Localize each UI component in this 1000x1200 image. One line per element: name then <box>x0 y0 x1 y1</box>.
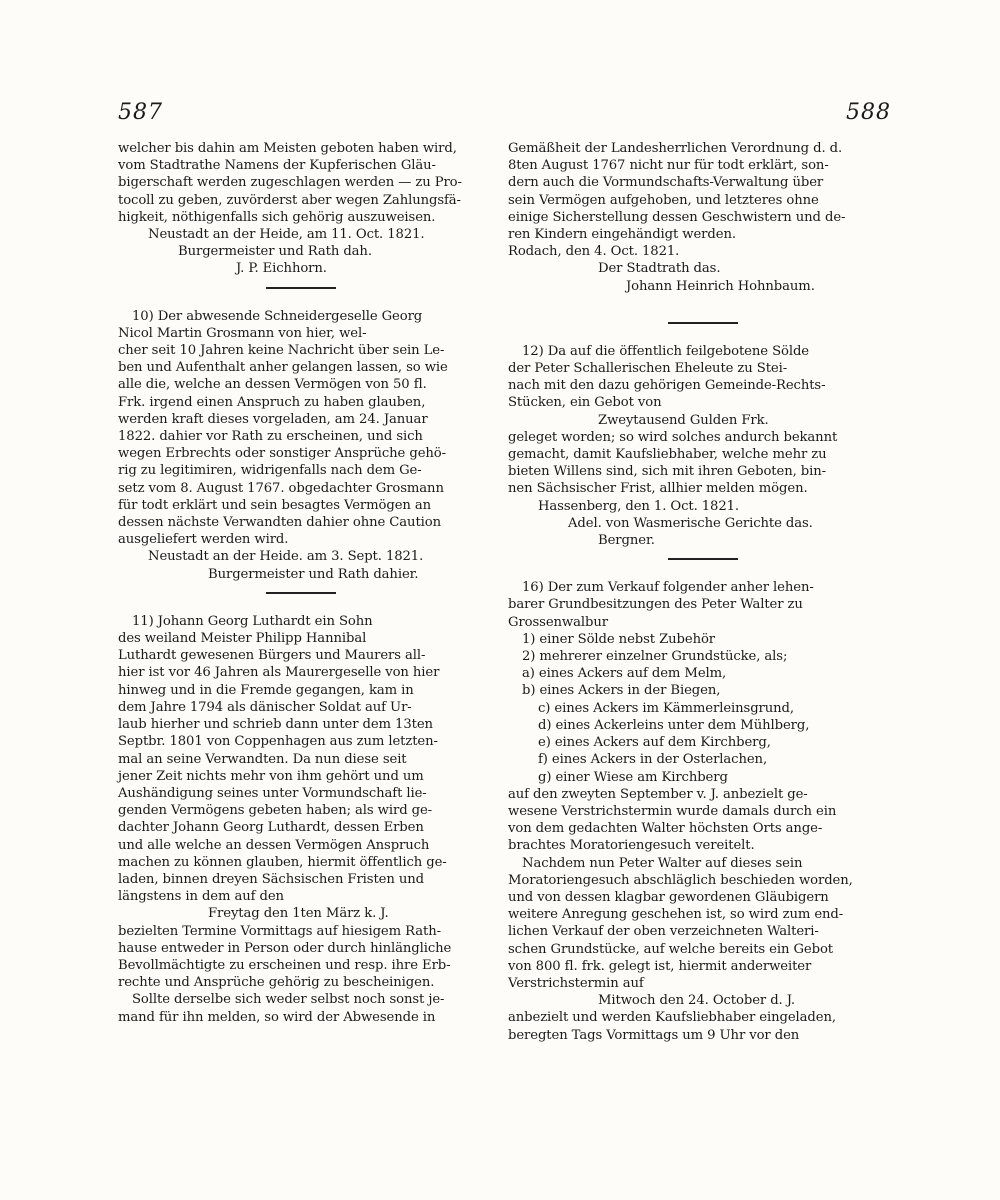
text-line: mal an seine Verwandten. Da nun diese seit <box>118 751 407 767</box>
notice-12-schaller <box>508 343 880 549</box>
text-line: brachtes Moratoriengesuch vereitelt. <box>508 838 755 854</box>
place-date-line: Neustadt an der Heide. am 3. Sept. 1821. <box>148 549 424 565</box>
text-line: hinweg und in die Fremde gegangen, kam in <box>118 682 414 698</box>
text-line: Bevollmächtigte zu erscheinen und resp. ihre Erb- <box>118 957 451 973</box>
list-item: 1) einer Sölde nebst Zubehör <box>522 631 716 647</box>
text-line: ren Kindern eingehändigt werden. <box>508 227 736 243</box>
text-line: hause entweder in Person oder durch hinlängliche <box>118 940 452 956</box>
text-line: nach mit den dazu gehörigen Gemeinde-Rechts- <box>508 378 826 394</box>
text-line: rig zu legitimiren, widrigenfalls nach dem Ge- <box>118 463 422 479</box>
text-line: beregten Tags Vormittags um 9 Uhr vor den <box>508 1027 800 1043</box>
text-line: laden, binnen dreyen Sächsischen Fristen und <box>118 871 424 887</box>
text-line: der Peter Schallerischen Eheleute zu Stei- <box>508 361 788 377</box>
text-line: higkeit, nöthigenfalls sich gehörig auszuweisen. <box>118 209 436 225</box>
text-line: barer Grundbesitzungen des Peter Walter zu <box>508 597 803 613</box>
text-line: Luthardt gewesenen Bürgers und Maurers all- <box>118 648 426 664</box>
text-line: geleget worden; so wird solches andurch bekannt <box>508 429 838 445</box>
list-item: c) eines Ackers im Kämmerleinsgrund, <box>538 700 794 716</box>
signatory-line: Burgermeister und Rath dahier. <box>208 566 419 582</box>
text-line: weitere Anregung geschehen ist, so wird zum end- <box>508 907 844 923</box>
notice-10-grosmann <box>118 308 490 583</box>
text-line: 16) Der zum Verkauf folgender anher lehen- <box>522 580 814 596</box>
text-line: für todt erklärt und sein besagtes Vermögen an <box>118 497 432 513</box>
text-line: und alle welche an dessen Vermögen Anspruch <box>118 837 430 853</box>
text-line: hier ist vor 46 Jahren als Maurergeselle von hier <box>118 665 440 681</box>
text-line: bezielten Termine Vormittags auf hiesigem Rath- <box>118 923 441 939</box>
text-line: Moratoriengesuch abschläglich beschieden worden, <box>508 872 853 888</box>
text-line: ben und Aufenthalt anher gelangen lassen, so wie <box>118 360 448 376</box>
text-line: von dem gedachten Walter höchsten Orts ange- <box>508 821 823 837</box>
section-divider <box>266 287 336 289</box>
text-line: Gemäßheit der Landesherrlichen Verordnung d. d. <box>508 141 843 156</box>
text-line: Sollte derselbe sich weder selbst noch sonst je- <box>132 992 445 1008</box>
text-line: dessen nächste Verwandten dahier ohne Caution <box>118 515 441 531</box>
left-column <box>118 140 490 1026</box>
text-line: dern auch die Vormundschafts-Verwaltung über <box>508 175 824 191</box>
text-line: dachter Johann Georg Luthardt, dessen Erben <box>118 820 424 836</box>
signatory-name: Bergner. <box>598 533 655 549</box>
page-number-left: 587 <box>118 100 163 125</box>
signatory-line: Der Stadtrath das. <box>598 261 721 277</box>
notice-16-walter <box>508 579 880 1043</box>
text-line: Septbr. 1801 von Coppenhagen aus zum letzten- <box>118 734 438 750</box>
section-divider <box>668 322 738 324</box>
list-item: f) eines Ackers in der Osterlachen, <box>538 752 768 768</box>
text-line: laub hierher und schrieb dann unter dem 13ten <box>118 717 433 733</box>
text-line: Nachdem nun Peter Walter auf dieses sein <box>522 855 803 871</box>
text-line: 8ten August 1767 nicht nur für todt erklärt, son- <box>508 158 829 174</box>
text-line: Stücken, ein Gebot von <box>508 395 662 411</box>
signatory-name: Johann Heinrich Hohnbaum. <box>626 278 815 294</box>
signatory-line: Adel. von Wasmerische Gerichte das. <box>568 515 813 531</box>
place-date-line: Hassenberg, den 1. Oct. 1821. <box>538 498 740 514</box>
list-item: b) eines Ackers in der Biegen, <box>522 683 721 699</box>
text-line: setz vom 8. August 1767. obgedachter Grosmann <box>118 480 444 496</box>
text-line: nen Sächsischer Frist, allhier melden mögen. <box>508 481 808 497</box>
text-line: des weiland Meister Philipp Hannibal <box>118 631 367 647</box>
text-line: wegen Erbrechts oder sonstiger Ansprüche gehö- <box>118 446 446 462</box>
signatory-line: Burgermeister und Rath dah. <box>178 244 372 260</box>
text-line: gemacht, damit Kaufsliebhaber, welche mehr zu <box>508 447 827 463</box>
text-line: alle die, welche an dessen Vermögen von 50 fl. <box>118 377 427 393</box>
text-line: anbezielt und werden Kaufsliebhaber eingeladen, <box>508 1010 836 1026</box>
place-date-line: Neustadt an der Heide, am 11. Oct. 1821. <box>148 227 425 243</box>
text-line: welcher bis dahin am Meisten geboten haben wird, <box>118 141 457 156</box>
text-line: längstens in dem auf den <box>118 889 284 905</box>
section-divider <box>266 592 336 594</box>
text-line: rechte und Ansprüche gehörig zu bescheinigen. <box>118 975 435 991</box>
text-line: Nicol Martin Grosmann von hier, wel- <box>118 325 367 341</box>
text-line: 11) Johann Georg Luthardt ein Sohn <box>132 613 373 629</box>
notice-continuation-rodach <box>508 140 880 295</box>
list-item: g) einer Wiese am Kirchberg <box>538 769 728 785</box>
amount-line: Zweytausend Gulden Frk. <box>598 412 769 428</box>
text-line: vom Stadtrathe Namens der Kupferischen Gläu- <box>118 158 436 174</box>
text-line: 1822. dahier vor Rath zu erscheinen, und sich <box>118 429 423 445</box>
text-line: mand für ihn melden, so wird der Abwesende in <box>118 1009 436 1025</box>
date-line: Freytag den 1ten März k. J. <box>208 906 389 922</box>
text-line: genden Vermögens gebeten haben; als wird ge- <box>118 803 433 819</box>
notice-11-luthardt <box>118 613 490 1026</box>
text-line: dem Jahre 1794 als dänischer Soldat auf Ur- <box>118 699 412 715</box>
text-line: cher seit 10 Jahren keine Nachricht über sein Le- <box>118 343 445 359</box>
text-line: sein Vermögen aufgehoben, und letzteres ohne <box>508 192 819 208</box>
section-divider <box>668 558 738 560</box>
text-line: von 800 fl. frk. gelegt ist, hiermit anderweiter <box>508 958 812 974</box>
signatory-name: J. P. Eichhorn. <box>236 261 327 277</box>
text-line: werden kraft dieses vorgeladen, am 24. Januar <box>118 411 428 427</box>
list-item: a) eines Ackers auf dem Melm, <box>522 666 727 682</box>
notice-continuation-neustadt <box>118 140 490 278</box>
text-line: machen zu können glauben, hiermit öffentlich ge- <box>118 854 447 870</box>
list-item: e) eines Ackers auf dem Kirchberg, <box>538 735 771 751</box>
text-line: einige Sicherstellung dessen Geschwistern und de- <box>508 209 846 225</box>
text-line: jener Zeit nichts mehr von ihm gehört und um <box>118 768 424 784</box>
text-line: lichen Verkauf der oben verzeichneten Walteri- <box>508 924 819 940</box>
date-line: Mitwoch den 24. October d. J. <box>598 993 795 1009</box>
text-line: auf den zweyten September v. J. anbezielt ge- <box>508 786 808 802</box>
text-line: tocoll zu geben, zuvörderst aber wegen Zahlungsfä- <box>118 192 461 208</box>
page-number-right: 588 <box>846 100 891 125</box>
text-line: und von dessen klagbar gewordenen Gläubigern <box>508 889 829 905</box>
text-line: 10) Der abwesende Schneidergeselle Georg <box>132 308 423 324</box>
list-item: d) eines Ackerleins unter dem Mühlberg, <box>538 717 810 733</box>
place-date-line: Rodach, den 4. Oct. 1821. <box>508 244 680 260</box>
text-line: ausgeliefert werden wird. <box>118 532 289 548</box>
list-item: 2) mehrerer einzelner Grundstücke, als; <box>522 649 788 665</box>
text-line: wesene Verstrichstermin wurde damals durch ein <box>508 803 837 819</box>
text-line: bigerschaft werden zugeschlagen werden — zu Pro- <box>118 175 462 191</box>
text-line: schen Grundstücke, auf welche bereits ein Gebot <box>508 941 834 957</box>
right-column <box>508 140 880 1044</box>
text-line: Verstrichstermin auf <box>508 975 644 991</box>
text-line: Frk. irgend einen Anspruch zu haben glauben, <box>118 394 426 410</box>
text-line: bieten Willens sind, sich mit ihren Geboten, bin- <box>508 464 826 480</box>
text-line: Aushändigung seines unter Vormundschaft lie- <box>118 785 427 801</box>
text-line: 12) Da auf die öffentlich feilgebotene Sölde <box>522 343 810 359</box>
text-line: Grossenwalbur <box>508 614 608 630</box>
